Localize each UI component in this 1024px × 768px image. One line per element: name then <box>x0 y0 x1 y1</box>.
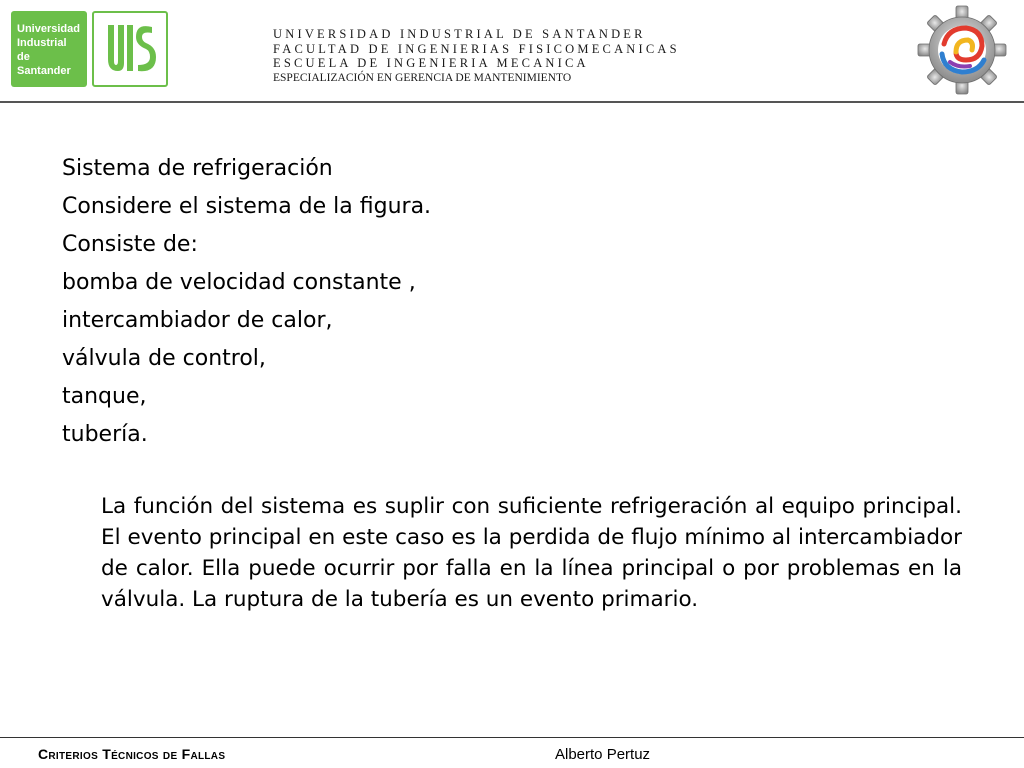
author-name: Alberto Pertuz <box>555 746 651 763</box>
uis-monogram-icon <box>94 13 166 85</box>
component-list <box>62 150 942 454</box>
specialization-name: ESPECIALIZACIÓN EN GERENCIA DE MANTENIMIENTO <box>273 71 572 84</box>
faculty-name: FACULTAD DE INGENIERIAS FISICOMECANICAS <box>273 41 680 56</box>
page-footer <box>0 737 1024 768</box>
university-logo-text-badge <box>11 11 87 87</box>
list-item: Consiste de: <box>62 232 198 257</box>
logo-text-line-2: Industrial de <box>17 37 67 63</box>
list-item: tubería. <box>62 422 148 447</box>
gear-swirl-logo-icon <box>916 4 1008 96</box>
list-item: válvula de control, <box>62 346 266 371</box>
course-title: Criterios Técnicos de Fallas <box>38 746 226 762</box>
institution-heading <box>273 27 680 85</box>
uis-monogram-logo <box>92 11 168 87</box>
logo-text-line-3: Santander <box>17 65 71 77</box>
list-item: Considere el sistema de la figura. <box>62 194 432 219</box>
university-name: UNIVERSIDAD INDUSTRIAL DE SANTANDER <box>273 27 646 41</box>
list-item: intercambiador de calor, <box>62 308 333 333</box>
list-item: tanque, <box>62 384 147 409</box>
description-paragraph: La función del sistema es suplir con suficiente refrigeración al equipo principal. El evento principal en este caso es la perdida de flujo mínimo al intercambiador de calor. Ella puede ocurrir por falla en la línea principal o por problemas en la válvula. La ruptura de la tubería es un evento primario. <box>101 494 962 612</box>
list-item: bomba de velocidad constante , <box>62 270 416 295</box>
logo-text-line-1: Universidad <box>17 23 80 35</box>
page-header <box>0 0 1024 103</box>
slide-title: Sistema de refrigeración <box>62 156 333 181</box>
school-name: ESCUELA DE INGENIERIA MECANICA <box>273 56 589 70</box>
